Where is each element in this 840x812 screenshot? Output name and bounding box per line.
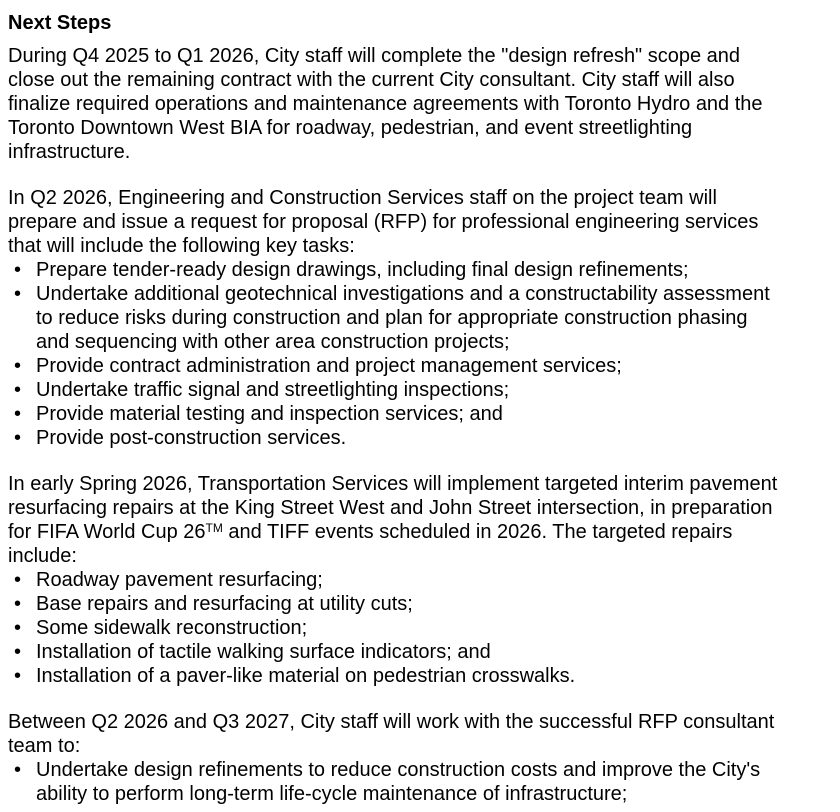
paragraph-consultant-work: Between Q2 2026 and Q3 2027, City staff will work with the successful RFP consultant team to:	[8, 711, 775, 757]
list-item-repair: • Installation of tactile walking surface indicators; and	[8, 640, 782, 664]
paragraph-text: and TIFF events scheduled in 2026. The targeted repairs include:	[8, 521, 733, 567]
list-item-repair: • Installation of a paver-like material on pedestrian crosswalks.	[8, 664, 782, 688]
list-item-rfp-task: • Undertake additional geotechnical investigations and a constructability assessment to reduce risks during construction and plan for appropriate construction phasing and sequencing with other area construction projects;	[8, 282, 782, 354]
list-item-rfp-task: • Provide material testing and inspection services; and	[8, 402, 782, 426]
list-item-consultant-task: • Undertake design refinements to reduce construction costs and improve the City's ability to perform long-term life-cycle maintenance of infrastructure;	[8, 758, 782, 806]
list-item-rfp-task: • Undertake traffic signal and streetlighting inspections;	[8, 378, 782, 402]
bullet-list-targeted-repairs	[8, 568, 782, 688]
list-item-repair: • Base repairs and resurfacing at utility cuts;	[8, 592, 782, 616]
bullet-list-consultant-tasks	[8, 758, 782, 806]
list-item-rfp-task: • Provide post-construction services.	[8, 426, 782, 450]
section-heading-next-steps: Next Steps	[8, 12, 112, 34]
list-item-repair: • Some sidewalk reconstruction;	[8, 616, 782, 640]
paragraph-rfp-intro: In Q2 2026, Engineering and Construction Services staff on the project team will prepare and issue a request for proposal (RFP) for professional engineering services that will include the following key tasks:	[8, 187, 759, 257]
list-item-repair: • Roadway pavement resurfacing;	[8, 568, 782, 592]
trademark-superscript: TM	[205, 521, 223, 535]
list-item-rfp-task: • Prepare tender-ready design drawings, including final design refinements;	[8, 258, 782, 282]
list-item-rfp-task: • Provide contract administration and project management services;	[8, 354, 782, 378]
bullet-list-rfp-tasks	[8, 258, 782, 450]
paragraph-design-refresh: During Q4 2025 to Q1 2026, City staff will complete the "design refresh" scope and close out the remaining contract with the current City consultant. City staff will also finalize required operations and maintenance agreements with Toronto Hydro and the Toronto Downtown West BIA for roadway, pedestrian, and event streetlighting infrastructure.	[8, 45, 763, 163]
paragraph-resurfacing	[8, 472, 782, 568]
paragraph-text: In early Spring 2026, Transportation Services will implement targeted interim pavement resurfacing repairs at the King Street West and John Street intersection, in preparation for FIFA World Cup 26	[8, 473, 778, 543]
